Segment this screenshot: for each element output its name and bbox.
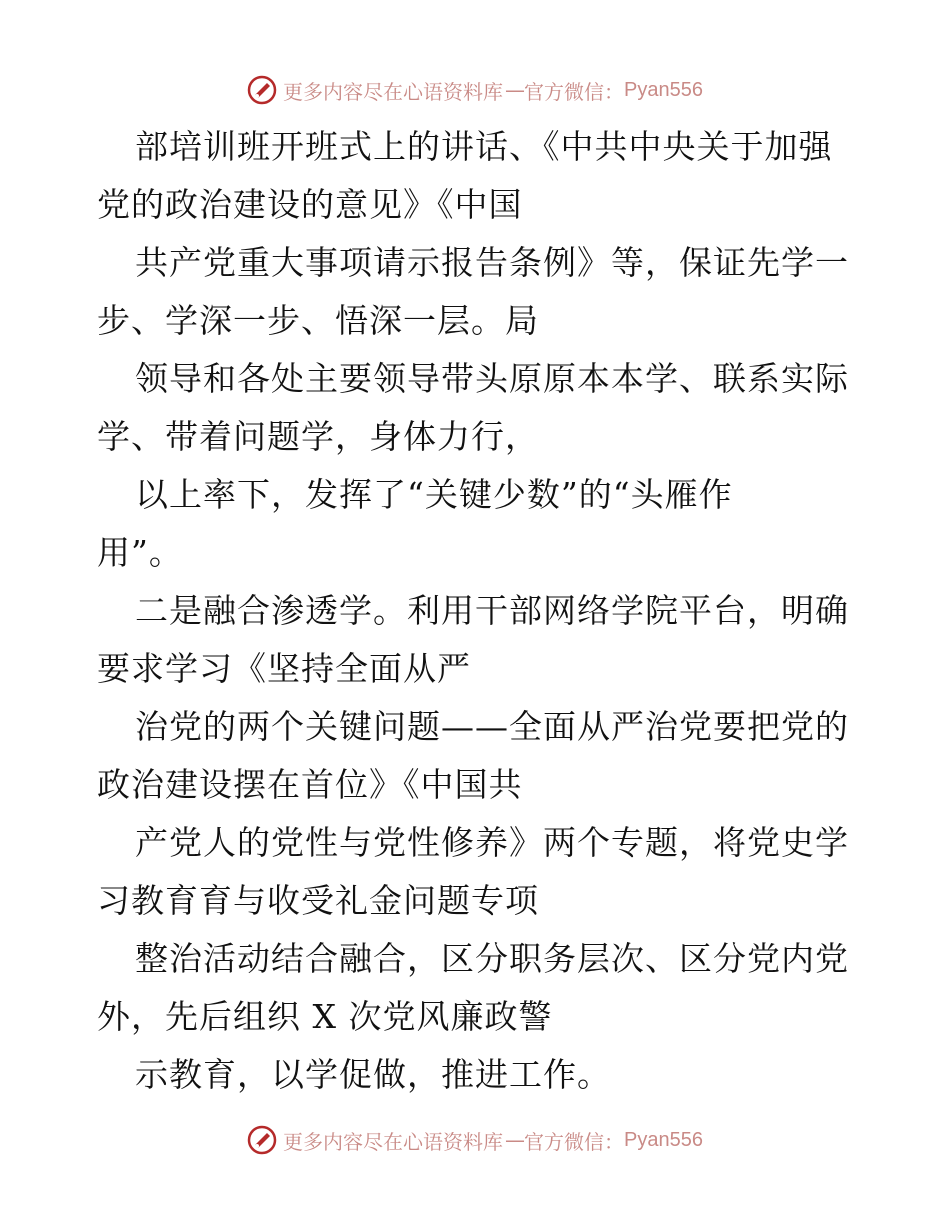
body-line: 政治建设摆在首位》《中国共 bbox=[97, 765, 523, 804]
body-line: 要求学习《坚持全面从严 bbox=[97, 649, 471, 688]
banner-wechat-id: Pyan556 bbox=[624, 1128, 703, 1151]
body-line: 领导和各处主要领导带头原原本本学、联系实际 bbox=[135, 359, 849, 398]
banner-separator: — bbox=[505, 1128, 523, 1152]
body-line: 整治活动结合融合，区分职务层次、区分党内党 bbox=[135, 939, 849, 978]
body-line: 共产党重大事项请示报告条例》等，保证先学一 bbox=[135, 243, 849, 282]
body-line: 习教育育与收受礼金问题专项 bbox=[97, 881, 539, 920]
body-line: 用”。 bbox=[97, 533, 183, 572]
banner-wechat-label: 官方微信： bbox=[524, 1129, 625, 1154]
brand-logo-icon bbox=[247, 75, 277, 105]
body-line: 步、学深一步、悟深一层。局 bbox=[97, 301, 539, 340]
body-line: 以上率下，发挥了“关键少数”的“头雁作 bbox=[135, 475, 733, 514]
body-line: 产党人的党性与党性修养》两个专题，将党史学 bbox=[135, 823, 849, 862]
header-banner bbox=[0, 70, 950, 110]
body-line: 党的政治建设的意见》《中国 bbox=[97, 185, 523, 224]
banner-site-text: 更多内容尽在心语资料库 bbox=[283, 1129, 504, 1154]
banner-separator: — bbox=[505, 78, 523, 102]
body-line: 二是融合渗透学。利用干部网络学院平台，明确 bbox=[135, 591, 849, 630]
body-line: 示教育，以学促做，推进工作。 bbox=[135, 1055, 611, 1094]
banner-site-text: 更多内容尽在心语资料库 bbox=[283, 79, 504, 104]
body-line: 学、带着问题学，身体力行， bbox=[97, 417, 539, 456]
banner-wechat-id: Pyan556 bbox=[624, 78, 703, 101]
banner-wechat-label: 官方微信： bbox=[524, 79, 625, 104]
footer-banner bbox=[0, 1120, 950, 1160]
brand-logo-icon bbox=[247, 1125, 277, 1155]
body-line: 外，先后组织 X 次党风廉政警 bbox=[97, 997, 553, 1036]
body-line: 部培训班开班式上的讲话、《中共中央关于加强 bbox=[135, 127, 833, 166]
body-line: 治党的两个关键问题——全面从严治党要把党的 bbox=[135, 707, 849, 746]
document-body bbox=[97, 118, 857, 1104]
